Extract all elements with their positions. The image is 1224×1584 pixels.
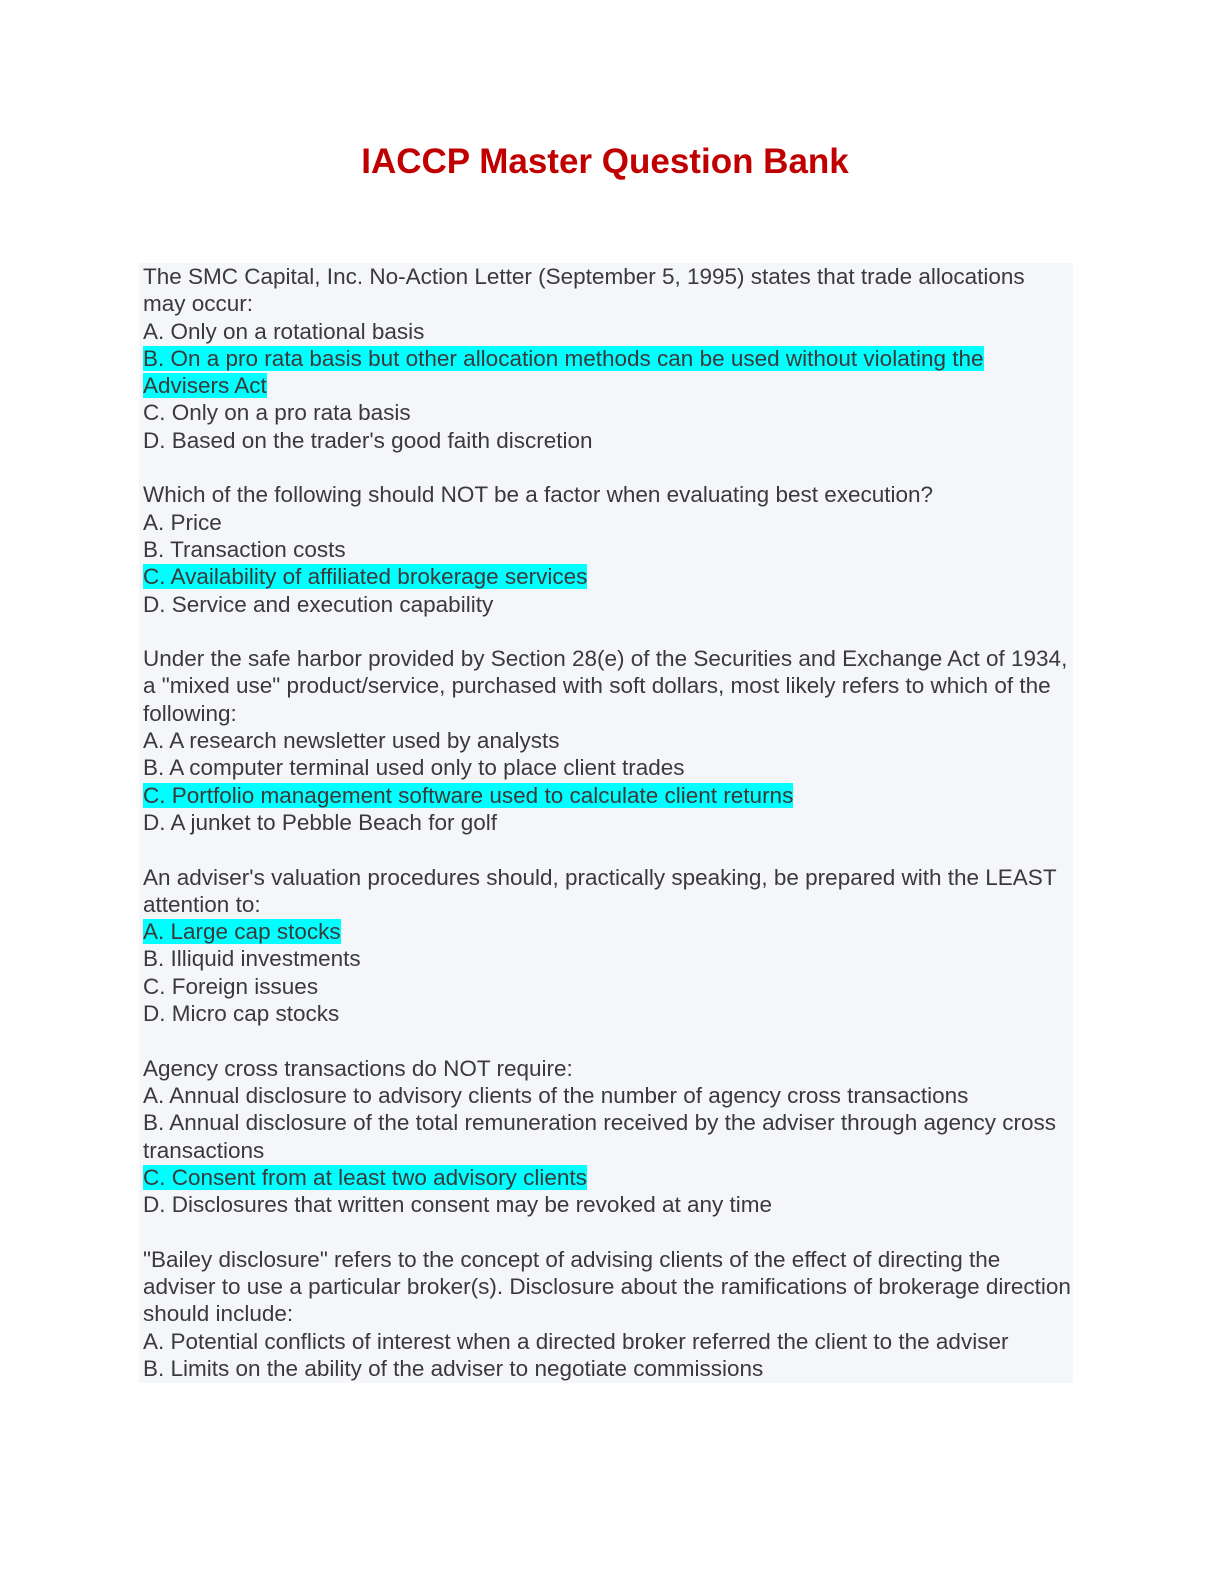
page-title: IACCP Master Question Bank bbox=[361, 142, 849, 181]
option-d: D. Disclosures that written consent may be revoked at any time bbox=[143, 1192, 773, 1218]
question-text: An adviser's valuation procedures should, practically speaking, be prepared with the LEAST attention to: bbox=[143, 864, 1057, 917]
question-text: "Bailey disclosure" refers to the concept of advising clients of the effect of directing the adviser to use a particular broker(s). Disclosure about the ramifications of brokerage direction should include: bbox=[143, 1246, 1071, 1327]
answer-highlight: C. Availability of affiliated brokerage services bbox=[143, 564, 588, 590]
option-d: D. Based on the trader's good faith discretion bbox=[143, 427, 593, 453]
question-text: The SMC Capital, Inc. No-Action Letter (September 5, 1995) states that trade allocations may occur: bbox=[143, 264, 1025, 317]
option-b: B. Annual disclosure of the total remuneration received by the adviser through agency cross transactions bbox=[143, 1110, 1057, 1163]
option-a: A. Price bbox=[143, 509, 222, 535]
question-text: Under the safe harbor provided by Section 28(e) of the Securities and Exchange Act of 1934, a "mixed use" product/service, purchased with soft dollars, most likely refers to which of the following: bbox=[143, 646, 1068, 726]
question-6 bbox=[143, 1246, 1073, 1382]
answer-highlight: C. Consent from at least two advisory clients bbox=[143, 1164, 587, 1190]
option-c: C. Foreign issues bbox=[143, 973, 319, 999]
option-b: B. Limits on the ability of the adviser to negotiate commissions bbox=[143, 1355, 764, 1381]
question-3 bbox=[143, 645, 1073, 836]
answer-highlight: B. On a pro rata basis but other allocation methods can be used without violating the Advisers Act bbox=[143, 345, 984, 399]
option-a: A. Annual disclosure to advisory clients of the number of agency cross transactions bbox=[143, 1082, 969, 1108]
option-c-answer bbox=[143, 563, 1073, 590]
option-c-answer bbox=[143, 782, 1073, 809]
option-d: D. A junket to Pebble Beach for golf bbox=[143, 809, 497, 835]
option-b-answer bbox=[143, 345, 1073, 400]
question-text: Agency cross transactions do NOT require: bbox=[143, 1055, 573, 1081]
question-4 bbox=[143, 864, 1073, 1028]
option-d: D. Micro cap stocks bbox=[143, 1001, 340, 1027]
option-a: A. Potential conflicts of interest when a directed broker referred the client to the adviser bbox=[143, 1328, 1009, 1354]
question-1 bbox=[143, 263, 1073, 454]
option-c: C. Only on a pro rata basis bbox=[143, 400, 411, 426]
option-b: B. Illiquid investments bbox=[143, 946, 361, 972]
question-text: Which of the following should NOT be a factor when evaluating best execution? bbox=[143, 482, 934, 508]
option-b: B. Transaction costs bbox=[143, 536, 346, 562]
answer-highlight: A. Large cap stocks bbox=[143, 919, 341, 945]
option-a-answer bbox=[143, 918, 1073, 945]
question-5 bbox=[143, 1055, 1073, 1219]
answer-highlight: C. Portfolio management software used to calculate client returns bbox=[143, 782, 794, 808]
question-2 bbox=[143, 481, 1073, 617]
option-b: B. A computer terminal used only to place client trades bbox=[143, 755, 685, 781]
option-c-answer bbox=[143, 1164, 1073, 1191]
question-list bbox=[143, 263, 1073, 1409]
option-a: A. Only on a rotational basis bbox=[143, 318, 425, 344]
option-a: A. A research newsletter used by analysts bbox=[143, 728, 560, 754]
option-d: D. Service and execution capability bbox=[143, 591, 494, 617]
